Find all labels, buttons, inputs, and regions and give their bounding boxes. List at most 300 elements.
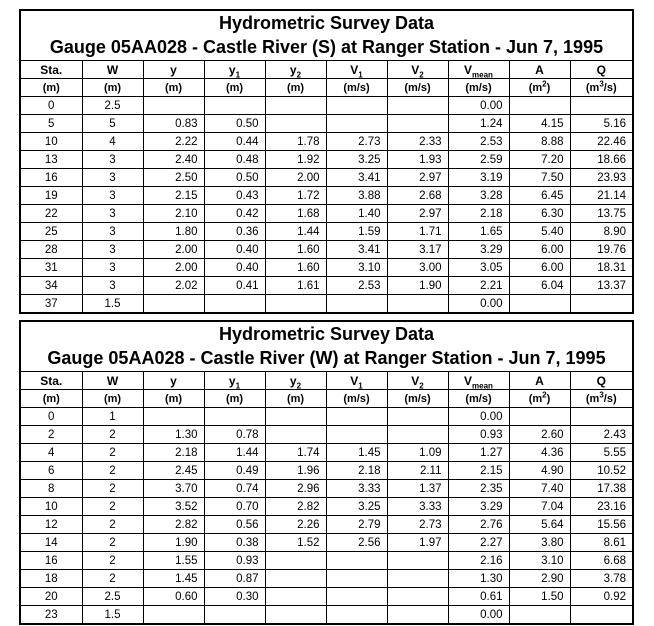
table-cell: 2.5 (82, 97, 143, 115)
table-cell: 1.78 (265, 133, 326, 151)
table-cell: 1.80 (143, 223, 204, 241)
table-cell: 2.15 (143, 187, 204, 205)
table-cell (143, 295, 204, 313)
table-cell: 2.11 (387, 462, 448, 480)
table-row (21, 408, 632, 426)
table-cell (265, 295, 326, 313)
table-cell: 3 (82, 241, 143, 259)
table-cell: 5.64 (509, 516, 570, 534)
table-cell: 1.45 (143, 570, 204, 588)
survey-data-table (21, 371, 632, 623)
table-cell: 2.27 (448, 534, 509, 552)
table-row (21, 223, 632, 241)
table-cell: 2.60 (509, 426, 570, 444)
table-cell: 15.56 (570, 516, 632, 534)
table-cell: 10 (21, 133, 82, 151)
table-cell: 0 (21, 408, 82, 426)
table-cell: 10.52 (570, 462, 632, 480)
table-cell (265, 426, 326, 444)
table-cell: 7.50 (509, 169, 570, 187)
table-cell (509, 295, 570, 313)
table-cell: 0.78 (204, 426, 265, 444)
table-cell: 3.80 (509, 534, 570, 552)
col-header-y2: $y_2$ (265, 61, 326, 79)
table-cell: 0 (21, 97, 82, 115)
col-header-v1: $V_1$ (326, 61, 387, 79)
units-row (21, 390, 632, 408)
table-cell: 8.61 (570, 534, 632, 552)
table-cell: 0.50 (204, 115, 265, 133)
table-row (21, 259, 632, 277)
table-cell: 6.45 (509, 187, 570, 205)
table-row (21, 552, 632, 570)
table-cell: 1 (82, 408, 143, 426)
table-cell: 0.44 (204, 133, 265, 151)
table-row (21, 241, 632, 259)
table-cell: 2.97 (387, 169, 448, 187)
unit-cell: (m) (82, 79, 143, 97)
table-cell: 19 (21, 187, 82, 205)
table-cell: 1.96 (265, 462, 326, 480)
col-header-vmean: $V_{mean}$ (448, 61, 509, 79)
table-cell: 2 (82, 534, 143, 552)
table-cell: 3.29 (448, 241, 509, 259)
table-row (21, 205, 632, 223)
table-cell: 23.93 (570, 169, 632, 187)
table-cell: 1.52 (265, 534, 326, 552)
table-cell: 3.70 (143, 480, 204, 498)
table-cell: 2.76 (448, 516, 509, 534)
unit-cell: (m) (204, 79, 265, 97)
table-cell: 2.96 (265, 480, 326, 498)
table-cell: 1.93 (387, 151, 448, 169)
table-cell: 7.20 (509, 151, 570, 169)
table-cell: 16 (21, 169, 82, 187)
table-cell: 1.44 (265, 223, 326, 241)
table-cell: 12 (21, 516, 82, 534)
table-cell (204, 606, 265, 624)
table-row (21, 498, 632, 516)
table-cell: 2.33 (387, 133, 448, 151)
table-cell: 18 (21, 570, 82, 588)
units-row (21, 79, 632, 97)
table-cell: 3.00 (387, 259, 448, 277)
table-cell (570, 97, 632, 115)
table-cell (570, 606, 632, 624)
table-cell: 2.18 (143, 444, 204, 462)
table-cell: 6 (21, 462, 82, 480)
table-cell: 1.71 (387, 223, 448, 241)
table-cell: 8 (21, 480, 82, 498)
table-cell: 0.92 (570, 588, 632, 606)
table-cell: 1.09 (387, 444, 448, 462)
table-cell: 0.83 (143, 115, 204, 133)
unit-cell: (m) (143, 390, 204, 408)
table-cell: 0.93 (448, 426, 509, 444)
table-cell: 37 (21, 295, 82, 313)
table-cell: 2 (82, 498, 143, 516)
table-cell (143, 606, 204, 624)
col-header-y: y (143, 372, 204, 390)
table-cell: 1.40 (326, 205, 387, 223)
table-cell: 0.87 (204, 570, 265, 588)
table-cell: 1.45 (326, 444, 387, 462)
table-cell: 3.28 (448, 187, 509, 205)
table-cell: 0.00 (448, 97, 509, 115)
table-cell: 2.18 (326, 462, 387, 480)
table-row (21, 480, 632, 498)
unit-cell: $(m^3/s)$ (570, 79, 632, 97)
table-cell: 5.40 (509, 223, 570, 241)
table-cell: 2 (82, 516, 143, 534)
table-cell: 0.40 (204, 259, 265, 277)
table-cell: 2 (82, 444, 143, 462)
table-cell: 2.00 (143, 259, 204, 277)
table-cell: 2 (21, 426, 82, 444)
table-cell: 3.52 (143, 498, 204, 516)
table-cell: 2 (82, 552, 143, 570)
table-cell: 7.40 (509, 480, 570, 498)
col-header-v2: $V_2$ (387, 372, 448, 390)
table-cell: 0.49 (204, 462, 265, 480)
table-cell (509, 408, 570, 426)
header-row (21, 372, 632, 390)
table-cell: 1.90 (387, 277, 448, 295)
table-cell: 8.88 (509, 133, 570, 151)
table-cell (265, 115, 326, 133)
survey-data-table (21, 60, 632, 312)
table-row (21, 444, 632, 462)
table-row (21, 516, 632, 534)
table-cell: 0.50 (204, 169, 265, 187)
table-row (21, 588, 632, 606)
table-cell: 2.56 (326, 534, 387, 552)
table-cell: 1.24 (448, 115, 509, 133)
table-row (21, 277, 632, 295)
table-cell: 2.82 (265, 498, 326, 516)
table-cell (387, 426, 448, 444)
table-cell: 4.15 (509, 115, 570, 133)
table-cell (387, 295, 448, 313)
table-cell (326, 408, 387, 426)
table-cell: 3.29 (448, 498, 509, 516)
table-cell: 8.90 (570, 223, 632, 241)
table-cell (265, 552, 326, 570)
table-cell (509, 606, 570, 624)
col-header-y1: $y_1$ (204, 372, 265, 390)
table-cell: 5.16 (570, 115, 632, 133)
table-cell: 3.25 (326, 151, 387, 169)
unit-cell: $(m^2)$ (509, 390, 570, 408)
table-cell (326, 552, 387, 570)
table-cell: 2.15 (448, 462, 509, 480)
table-cell: 34 (21, 277, 82, 295)
table-cell: 4.90 (509, 462, 570, 480)
table-cell (143, 97, 204, 115)
unit-cell: (m) (21, 79, 82, 97)
table-cell: 18.31 (570, 259, 632, 277)
table-cell: 3 (82, 259, 143, 277)
col-header-w: W (82, 61, 143, 79)
table-cell: 22 (21, 205, 82, 223)
table-cell: 1.65 (448, 223, 509, 241)
unit-cell: $(m^3/s)$ (570, 390, 632, 408)
table-cell (143, 408, 204, 426)
table-cell (570, 295, 632, 313)
table-cell: 1.97 (387, 534, 448, 552)
table-cell: 20 (21, 588, 82, 606)
table-cell: 2.00 (265, 169, 326, 187)
table-cell: 0.60 (143, 588, 204, 606)
table-cell: 1.60 (265, 259, 326, 277)
table-cell: 4 (82, 133, 143, 151)
table-cell: 1.68 (265, 205, 326, 223)
table-cell: 16 (21, 552, 82, 570)
table-cell (387, 606, 448, 624)
table-cell (204, 408, 265, 426)
table-cell: 2.53 (326, 277, 387, 295)
header-row (21, 61, 632, 79)
table-row (21, 97, 632, 115)
table-cell: 4 (21, 444, 82, 462)
table-cell: 6.00 (509, 241, 570, 259)
table-cell: 31 (21, 259, 82, 277)
table-cell (387, 552, 448, 570)
table-cell: 13.75 (570, 205, 632, 223)
table-cell: 14 (21, 534, 82, 552)
col-header-y1: $y_1$ (204, 61, 265, 79)
table-cell (570, 408, 632, 426)
table-cell: 6.30 (509, 205, 570, 223)
col-header-vmean: $V_{mean}$ (448, 372, 509, 390)
table-cell: 3 (82, 223, 143, 241)
unit-cell: $(m^2)$ (509, 79, 570, 97)
table-row (21, 570, 632, 588)
table-cell: 4.36 (509, 444, 570, 462)
table-cell: 21.14 (570, 187, 632, 205)
table-cell: 3.88 (326, 187, 387, 205)
table-cell: 1.90 (143, 534, 204, 552)
table-title: Hydrometric Survey Data (218, 13, 435, 33)
table-cell: 3.10 (509, 552, 570, 570)
table-cell: 3 (82, 277, 143, 295)
unit-cell: (m) (204, 390, 265, 408)
table-cell: 3.33 (387, 498, 448, 516)
table-cell (326, 97, 387, 115)
table-row (21, 462, 632, 480)
survey-table-west (19, 320, 634, 625)
table-cell: 3.41 (326, 169, 387, 187)
table-cell: 23 (21, 606, 82, 624)
table-cell: 2.73 (387, 516, 448, 534)
table-cell (326, 570, 387, 588)
table-cell: 3 (82, 205, 143, 223)
table-cell: 2.73 (326, 133, 387, 151)
table-cell: 1.59 (326, 223, 387, 241)
table-cell: 1.92 (265, 151, 326, 169)
unit-cell: (m/s) (326, 390, 387, 408)
table-subtitle: Gauge 05AA028 - Castle River (W) at Ranger Station - Jun 7, 1995 (47, 348, 606, 368)
table-row (21, 115, 632, 133)
table-cell: 2.00 (143, 241, 204, 259)
table-cell: 3.05 (448, 259, 509, 277)
table-cell: 2.18 (448, 205, 509, 223)
table-cell: 2.90 (509, 570, 570, 588)
table-cell: 3 (82, 151, 143, 169)
col-header-w: W (82, 372, 143, 390)
table-cell (326, 115, 387, 133)
table-cell (265, 606, 326, 624)
table-cell (387, 115, 448, 133)
table-cell (265, 588, 326, 606)
table-cell: 1.37 (387, 480, 448, 498)
table-cell: 0.43 (204, 187, 265, 205)
table-cell: 1.60 (265, 241, 326, 259)
table-row (21, 169, 632, 187)
table-cell (387, 97, 448, 115)
col-header-a: A (509, 372, 570, 390)
unit-cell: (m/s) (387, 79, 448, 97)
table-cell: 19.76 (570, 241, 632, 259)
table-cell (387, 588, 448, 606)
table-cell: 28 (21, 241, 82, 259)
table-cell: 0.61 (448, 588, 509, 606)
table-cell: 3.10 (326, 259, 387, 277)
table-cell: 2.16 (448, 552, 509, 570)
unit-cell: (m) (143, 79, 204, 97)
table-cell: 2.21 (448, 277, 509, 295)
table-cell: 7.04 (509, 498, 570, 516)
table-cell: 2.22 (143, 133, 204, 151)
table-cell: 0.41 (204, 277, 265, 295)
table-cell: 2.43 (570, 426, 632, 444)
table-cell: 18.66 (570, 151, 632, 169)
table-cell: 2.59 (448, 151, 509, 169)
table-cell: 2 (82, 462, 143, 480)
table-cell: 2.35 (448, 480, 509, 498)
table-cell: 5 (82, 115, 143, 133)
table-cell: 3.25 (326, 498, 387, 516)
table-cell: 3.17 (387, 241, 448, 259)
table-cell: 2.40 (143, 151, 204, 169)
unit-cell: (m/s) (326, 79, 387, 97)
unit-cell: (m) (265, 79, 326, 97)
table-cell: 2.26 (265, 516, 326, 534)
table-cell (265, 408, 326, 426)
table-cell (326, 606, 387, 624)
table-cell: 0.36 (204, 223, 265, 241)
col-header-v1: $V_1$ (326, 372, 387, 390)
table-cell: 1.61 (265, 277, 326, 295)
col-header-y: y (143, 61, 204, 79)
table-cell: 0.48 (204, 151, 265, 169)
table-cell: 0.70 (204, 498, 265, 516)
table-cell: 2.45 (143, 462, 204, 480)
unit-cell: (m/s) (448, 79, 509, 97)
col-header-q: Q (570, 61, 632, 79)
table-title: Hydrometric Survey Data (218, 324, 435, 344)
unit-cell: (m) (82, 390, 143, 408)
table-cell: 2.82 (143, 516, 204, 534)
table-cell: 6.68 (570, 552, 632, 570)
col-header-q: Q (570, 372, 632, 390)
table-cell: 1.74 (265, 444, 326, 462)
table-cell: 13 (21, 151, 82, 169)
table-subtitle: Gauge 05AA028 - Castle River (S) at Ranger Station - Jun 7, 1995 (49, 37, 604, 57)
unit-cell: (m/s) (387, 390, 448, 408)
col-header-sta: Sta. (21, 61, 82, 79)
table-cell (326, 295, 387, 313)
col-header-sta: Sta. (21, 372, 82, 390)
table-cell: 13.37 (570, 277, 632, 295)
table-cell: 0.00 (448, 295, 509, 313)
table-cell: 22.46 (570, 133, 632, 151)
table-cell: 2 (82, 570, 143, 588)
col-header-a: A (509, 61, 570, 79)
table-row (21, 606, 632, 624)
table-cell: 23.16 (570, 498, 632, 516)
table-cell: 0.42 (204, 205, 265, 223)
table-cell: 0.93 (204, 552, 265, 570)
table-cell: 17.38 (570, 480, 632, 498)
table-cell (387, 570, 448, 588)
table-cell: 3.78 (570, 570, 632, 588)
survey-table-south (19, 9, 634, 314)
col-header-v2: $V_2$ (387, 61, 448, 79)
unit-cell: (m) (265, 390, 326, 408)
table-cell: 0.56 (204, 516, 265, 534)
table-cell: 1.44 (204, 444, 265, 462)
table-cell: 1.50 (509, 588, 570, 606)
unit-cell: (m) (21, 390, 82, 408)
table-cell: 1.30 (143, 426, 204, 444)
table-cell: 10 (21, 498, 82, 516)
table-cell (387, 408, 448, 426)
table-cell: 3.41 (326, 241, 387, 259)
table-cell: 2 (82, 480, 143, 498)
table-cell: 2.53 (448, 133, 509, 151)
table-cell: 1.5 (82, 606, 143, 624)
table-cell: 1.27 (448, 444, 509, 462)
table-cell: 2.02 (143, 277, 204, 295)
table-cell: 5.55 (570, 444, 632, 462)
table-cell: 3 (82, 187, 143, 205)
table-cell (326, 426, 387, 444)
table-cell: 2.50 (143, 169, 204, 187)
table-row (21, 133, 632, 151)
table-cell: 0.38 (204, 534, 265, 552)
table-cell: 3.19 (448, 169, 509, 187)
table-cell: 3 (82, 169, 143, 187)
table-cell: 2.5 (82, 588, 143, 606)
table-cell: 1.72 (265, 187, 326, 205)
table-cell (204, 97, 265, 115)
table-row (21, 295, 632, 313)
table-cell: 1.5 (82, 295, 143, 313)
table-cell (265, 97, 326, 115)
table-cell: 6.04 (509, 277, 570, 295)
table-row (21, 534, 632, 552)
table-cell: 0.00 (448, 606, 509, 624)
col-header-y2: $y_2$ (265, 372, 326, 390)
table-cell (509, 97, 570, 115)
table-cell (326, 588, 387, 606)
table-cell: 2.10 (143, 205, 204, 223)
table-cell: 3.33 (326, 480, 387, 498)
table-cell: 0.00 (448, 408, 509, 426)
table-row (21, 151, 632, 169)
table-row (21, 187, 632, 205)
